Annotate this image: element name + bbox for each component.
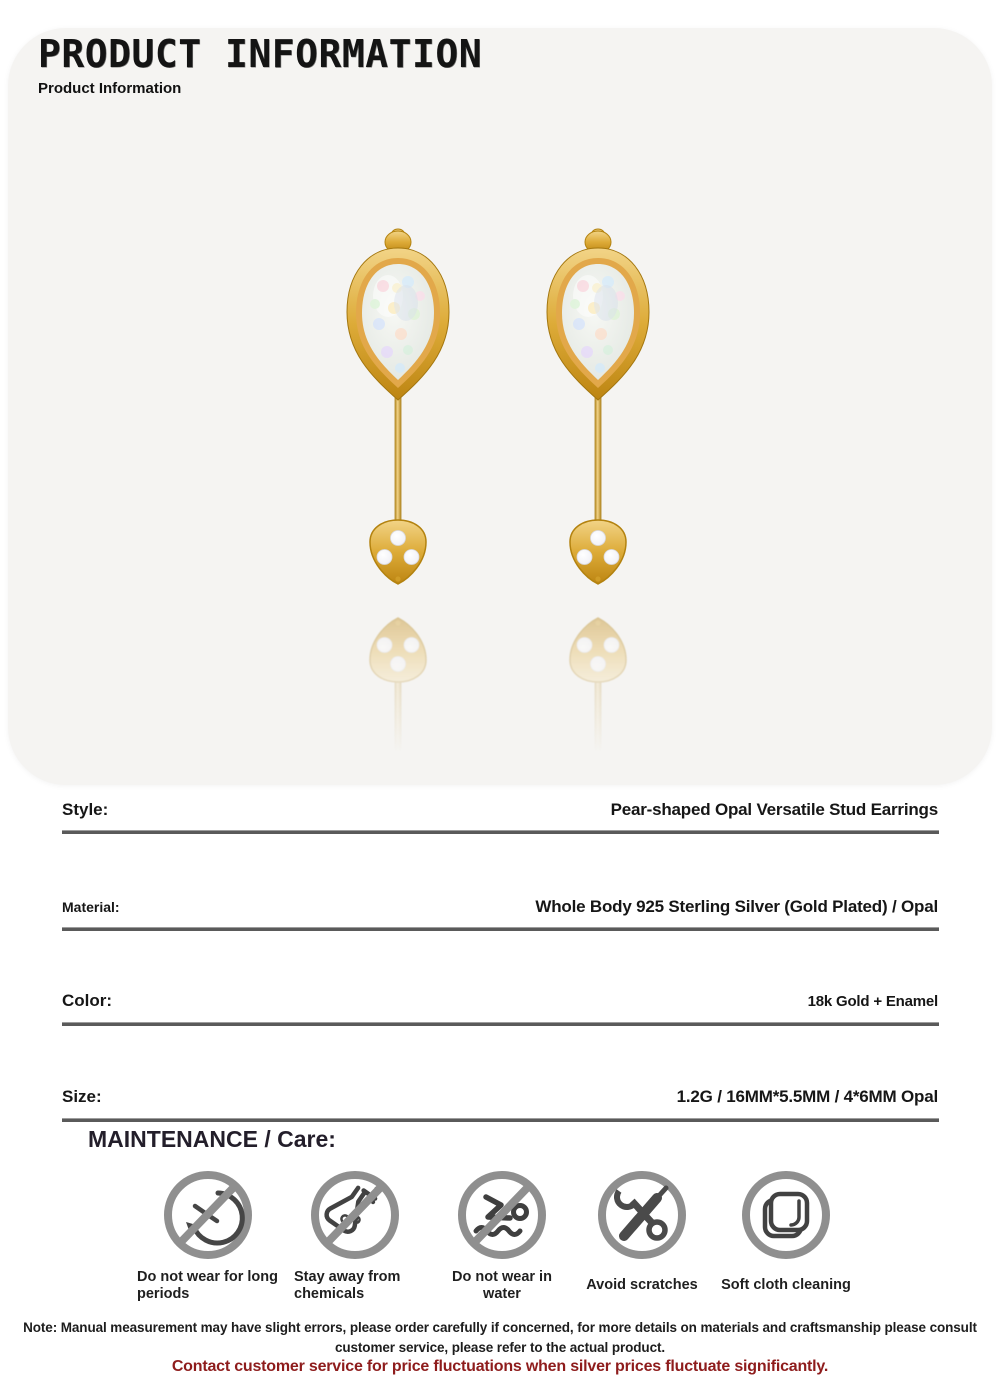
maintenance-label: Do not wear in water: [452, 1269, 552, 1303]
maintenance-label: Soft cloth cleaning: [721, 1277, 851, 1293]
maintenance-label: Avoid scratches: [586, 1277, 698, 1293]
spec-value: Whole Body 925 Sterling Silver (Gold Plated) / Opal: [535, 897, 938, 916]
spec-row-style: [62, 800, 938, 820]
price-fluctuation-warning: Contact customer service for price fluctuations when silver prices fluctuate significantly.: [171, 1358, 829, 1375]
earring-right-reflection: [538, 584, 658, 785]
spec-value: 1.2G / 16MM*5.5MM / 4*6MM Opal: [676, 1087, 938, 1106]
page-subtitle: Product Information: [38, 80, 182, 97]
spec-row-material: [62, 897, 938, 917]
spec-label: Size:: [62, 1087, 102, 1106]
product-hero-card: [8, 28, 992, 785]
earring-left-reflection: [338, 584, 458, 785]
divider: [62, 1118, 939, 1122]
divider: [62, 927, 939, 931]
avoid-scratches-icon: [594, 1167, 690, 1263]
maintenance-label: Stay away from chemicals: [294, 1269, 401, 1303]
earring-left-image: [338, 228, 458, 618]
product-photo: [8, 28, 992, 785]
no-chemicals-icon: [307, 1167, 403, 1263]
spec-label: Style:: [62, 800, 109, 819]
spec-row-color: [62, 991, 938, 1011]
divider: [62, 830, 939, 834]
spec-label: Material:: [62, 899, 120, 915]
maintenance-item-soft-cloth: [696, 1167, 876, 1294]
spec-label: Color:: [62, 991, 113, 1010]
maintenance-item-no-water: [437, 1167, 567, 1304]
page-title: PRODUCT INFORMATION: [38, 32, 483, 76]
maintenance-item-no-chemicals: [280, 1167, 430, 1304]
maintenance-label: Do not wear for long periods: [137, 1269, 278, 1303]
no-water-icon: [454, 1167, 550, 1263]
maintenance-heading: MAINTENANCE / Care:: [88, 1126, 336, 1152]
maintenance-item-no-long-wear: [123, 1167, 293, 1304]
spec-value: Pear-shaped Opal Versatile Stud Earrings: [610, 800, 938, 819]
measurement-note: Note: Manual measurement may have slight errors, please order carefully if concerned, for more details on materials and craftsmanship please consult customer service, please refer to the actual product.: [23, 1320, 977, 1356]
divider: [62, 1022, 939, 1026]
spec-value: 18k Gold + Enamel: [807, 993, 938, 1010]
soft-cloth-icon: [738, 1167, 834, 1263]
earring-right-image: [538, 228, 658, 618]
spec-row-size: [62, 1087, 938, 1107]
no-long-wear-icon: [160, 1167, 256, 1263]
